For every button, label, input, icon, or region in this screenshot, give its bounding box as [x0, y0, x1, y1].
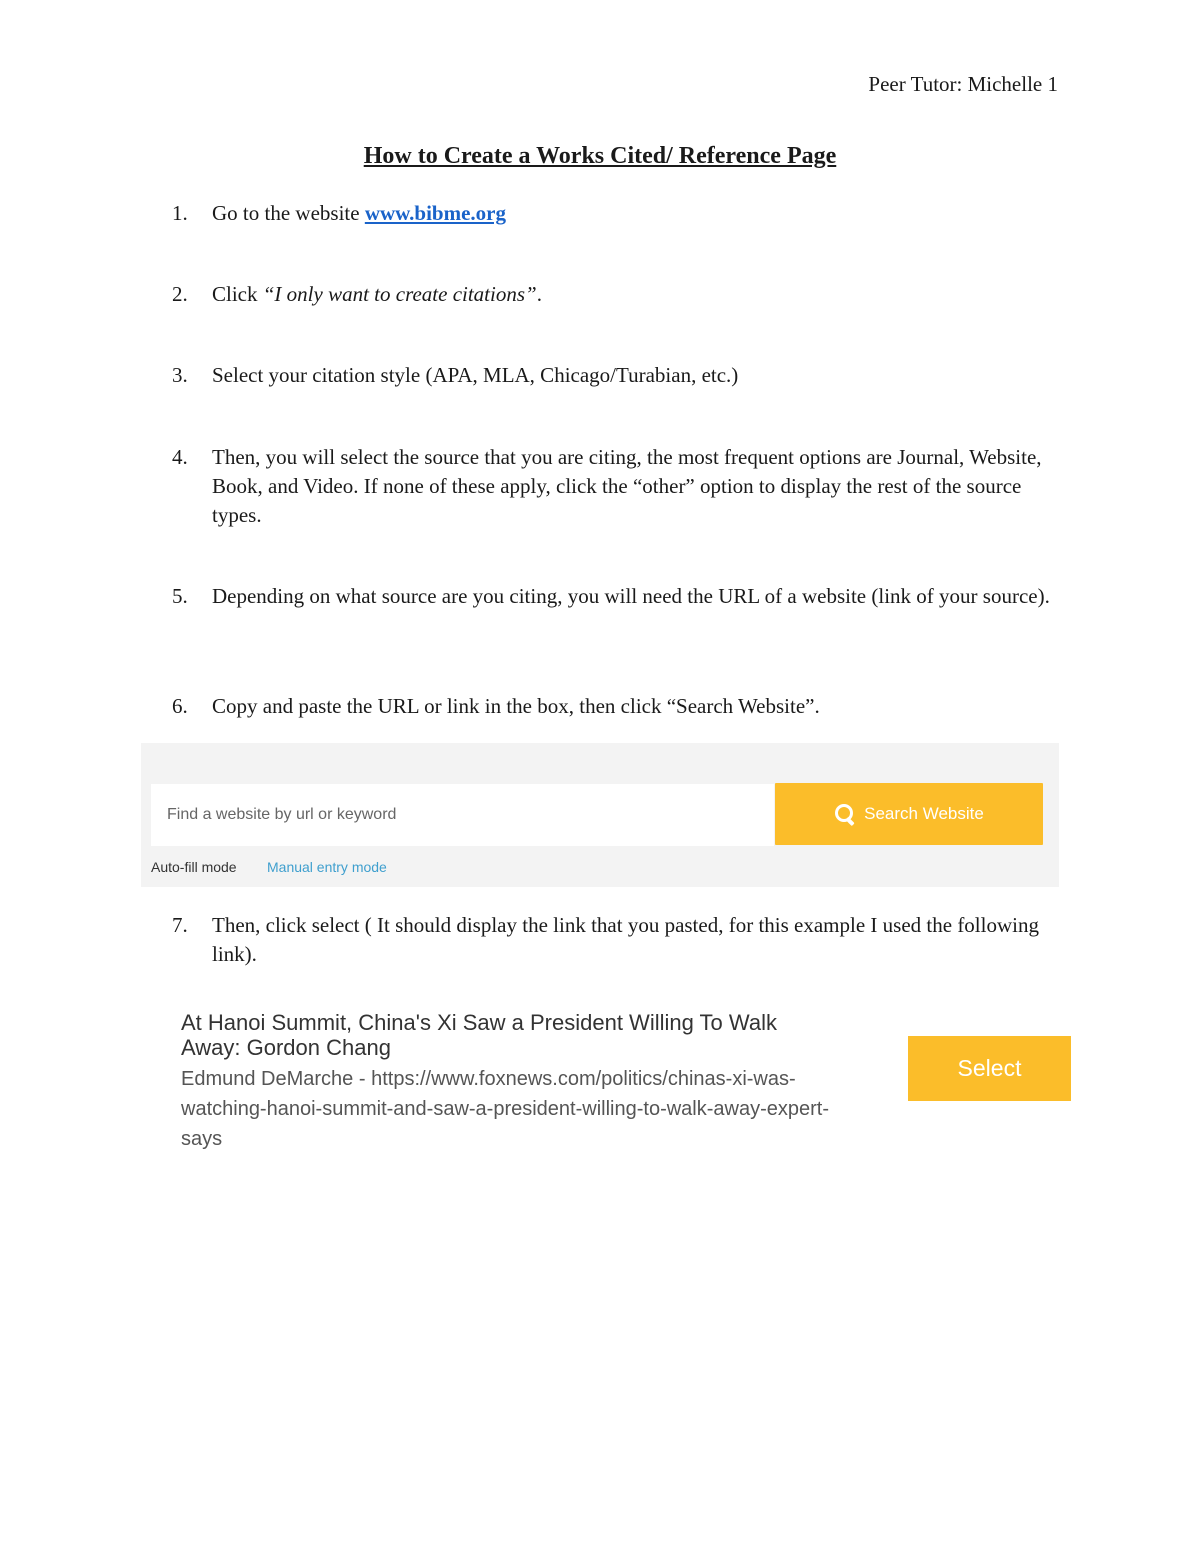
step-number: 6.: [172, 694, 188, 718]
step-text: Depending on what source are you citing, you will need the URL of a website (link of your source).: [212, 584, 1050, 608]
step-number: 3.: [172, 363, 188, 387]
search-result: [181, 1010, 841, 1154]
step-text: Click: [212, 282, 263, 306]
result-author-url: Edmund DeMarche - https://www.foxnews.com/politics/chinas-xi-was-watching-hanoi-summit-and-saw-a-president-willing-to-walk-away-expert-says: [181, 1068, 829, 1150]
step-number: 7.: [172, 913, 188, 937]
step-quote: “I only want to create citations”: [262, 282, 537, 306]
step-5: [172, 582, 1062, 611]
bibme-link[interactable]: www.bibme.org: [364, 201, 506, 225]
search-icon: [834, 803, 856, 825]
page-header: Peer Tutor: Michelle 1: [868, 72, 1058, 96]
search-website-button[interactable]: [775, 783, 1043, 845]
step-text: Select your citation style (APA, MLA, Chicago/Turabian, etc.): [212, 363, 739, 387]
document-title: How to Create a Works Cited/ Reference Page: [363, 143, 837, 169]
step-2: [172, 280, 1062, 309]
search-widget-screenshot: [141, 743, 1059, 887]
result-title: At Hanoi Summit, China's Xi Saw a President Willing To Walk Away: Gordon Chang: [181, 1010, 777, 1060]
step-6: [172, 692, 1062, 721]
step-text: Copy and paste the URL or link in the box, then click “Search Website”.: [212, 694, 820, 718]
step-text: Then, click select ( It should display the link that you pasted, for this example I used the following link).: [212, 913, 1039, 966]
step-text-end: .: [536, 282, 542, 306]
step-text: Go to the website: [212, 201, 365, 225]
search-button-label: Search Website: [864, 804, 984, 823]
step-7: [172, 911, 1062, 969]
manual-entry-mode-link[interactable]: Manual entry mode: [267, 859, 387, 875]
step-number: 2.: [172, 282, 188, 306]
step-3: [172, 361, 1062, 390]
step-number: 5.: [172, 584, 188, 608]
step-number: 1.: [172, 201, 188, 225]
select-button[interactable]: Select: [908, 1036, 1071, 1101]
step-1: [172, 199, 1062, 228]
step-4: [172, 443, 1062, 530]
step-text: Then, you will select the source that you are citing, the most frequent options are Journal, Website, Book, and Video. If none of these apply, click the “other” option to display the rest of the source types.: [212, 445, 1042, 527]
search-input[interactable]: [151, 784, 774, 846]
step-number: 4.: [172, 445, 188, 469]
auto-fill-mode-tab[interactable]: Auto-fill mode: [151, 859, 237, 875]
